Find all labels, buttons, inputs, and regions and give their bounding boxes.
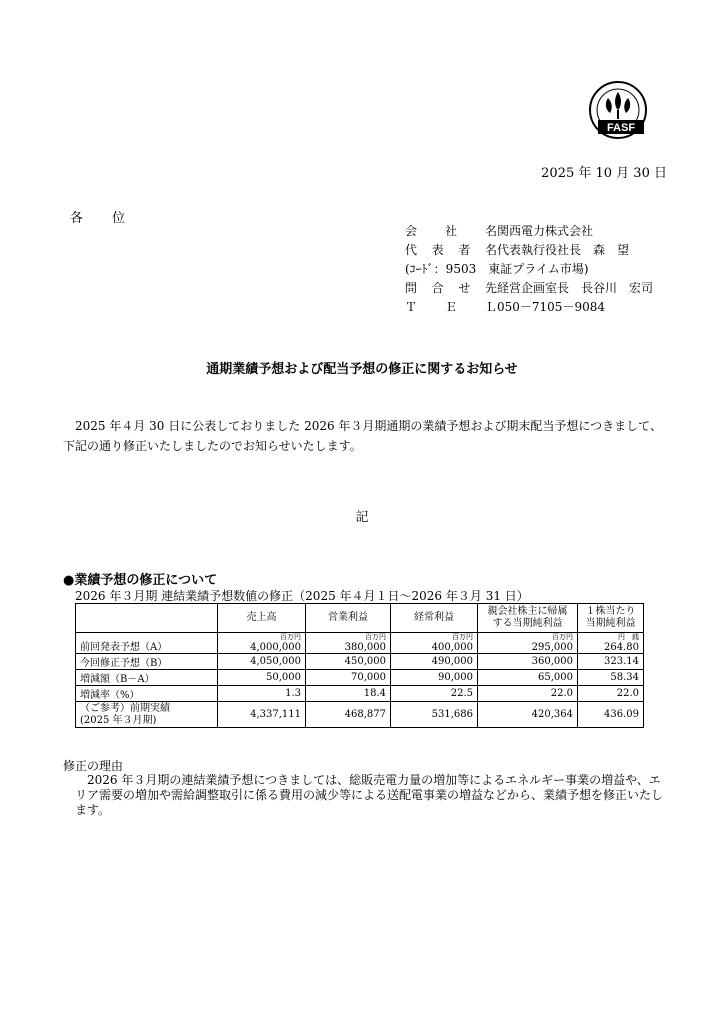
col-header: 売上高 <box>218 604 306 633</box>
section-heading: ●業績予想の修正について <box>63 573 218 588</box>
company-name: 関西電力株式会社 <box>497 224 594 238</box>
col-header: 営業利益 <box>306 604 391 633</box>
table-header-row <box>76 604 644 633</box>
document-title: 通期業績予想および配当予想の修正に関するお知らせ <box>206 362 518 377</box>
table-row: （ご参考）前期実績 (2025 年３月期) 4,337,111 468,877 531,686 420,364 436.09 <box>76 702 644 728</box>
sender-contact-row: 問 合 せ 先 経営企画室長 長谷川 宏司 <box>405 279 653 298</box>
addressee: 各 位 <box>70 211 127 226</box>
table-row: 増減率（%） 1.3 18.4 22.5 22.0 22.0 <box>76 686 644 702</box>
table-row: 今回修正予想（B） 4,050,000 450,000 490,000 360,000 323.14 <box>76 654 644 670</box>
stock-code: (ｺｰﾄﾞ：9503 東証プライム市場) <box>405 262 589 276</box>
contact-person: 経営企画室長 長谷川 宏司 <box>497 281 654 295</box>
sender-company-row: 会 社 名 関西電力株式会社 <box>405 222 653 241</box>
intro-paragraph: 2025 年４月 30 日に公表しておりました 2026 年３月期通期の業績予想および期末配当予想につきまして、下記の通り修正いたしましたのでお知らせいたします。 <box>63 419 662 453</box>
fasf-logo <box>584 80 656 144</box>
col-header: １株当たり 当期純利益 <box>578 604 644 633</box>
table-caption: 2026 年３月期 連結業績予想数値の修正（2025 年４月１日～2026 年３月 31 日） <box>75 589 529 603</box>
sender-block <box>405 222 653 317</box>
forecast-table <box>75 603 644 728</box>
table-row: 前回発表予想（A） 百万円 4,000,000 百万円 380,000 百万円 400,000 百万円 295,000 円 銭 264.80 <box>76 633 644 654</box>
ki-marker: 記 <box>355 510 369 525</box>
sender-representative-row: 代 表 者 名 代表執行役社長 森 望 <box>405 241 653 260</box>
phone-number: 050－7105－9084 <box>497 300 605 314</box>
col-header: 親会社株主に帰属 する当期純利益 <box>478 604 578 633</box>
reason-heading: 修正の理由 <box>63 759 124 773</box>
representative-name: 代表執行役社長 森 望 <box>497 243 630 257</box>
logo-text: FASF <box>606 122 636 134</box>
table-row: 増減額（B－A） 50,000 70,000 90,000 65,000 58.34 <box>76 670 644 686</box>
reason-paragraph: 2026 年３月期の連結業績予想につきましては、総販売電力量の増加等によるエネルギー事業の増益や、エリア需要の増加や需給調整取引に係る費用の減少等による送配電事業の増益などから、業績予想を修正いたします。 <box>75 773 664 817</box>
sender-code-row <box>405 260 653 279</box>
col-header: 経常利益 <box>391 604 478 633</box>
issue-date: 2025 年 10 月 30 日 <box>541 166 667 181</box>
sender-tel-row: Ｔ Ｅ Ｌ 050－7105－9084 <box>405 298 653 317</box>
